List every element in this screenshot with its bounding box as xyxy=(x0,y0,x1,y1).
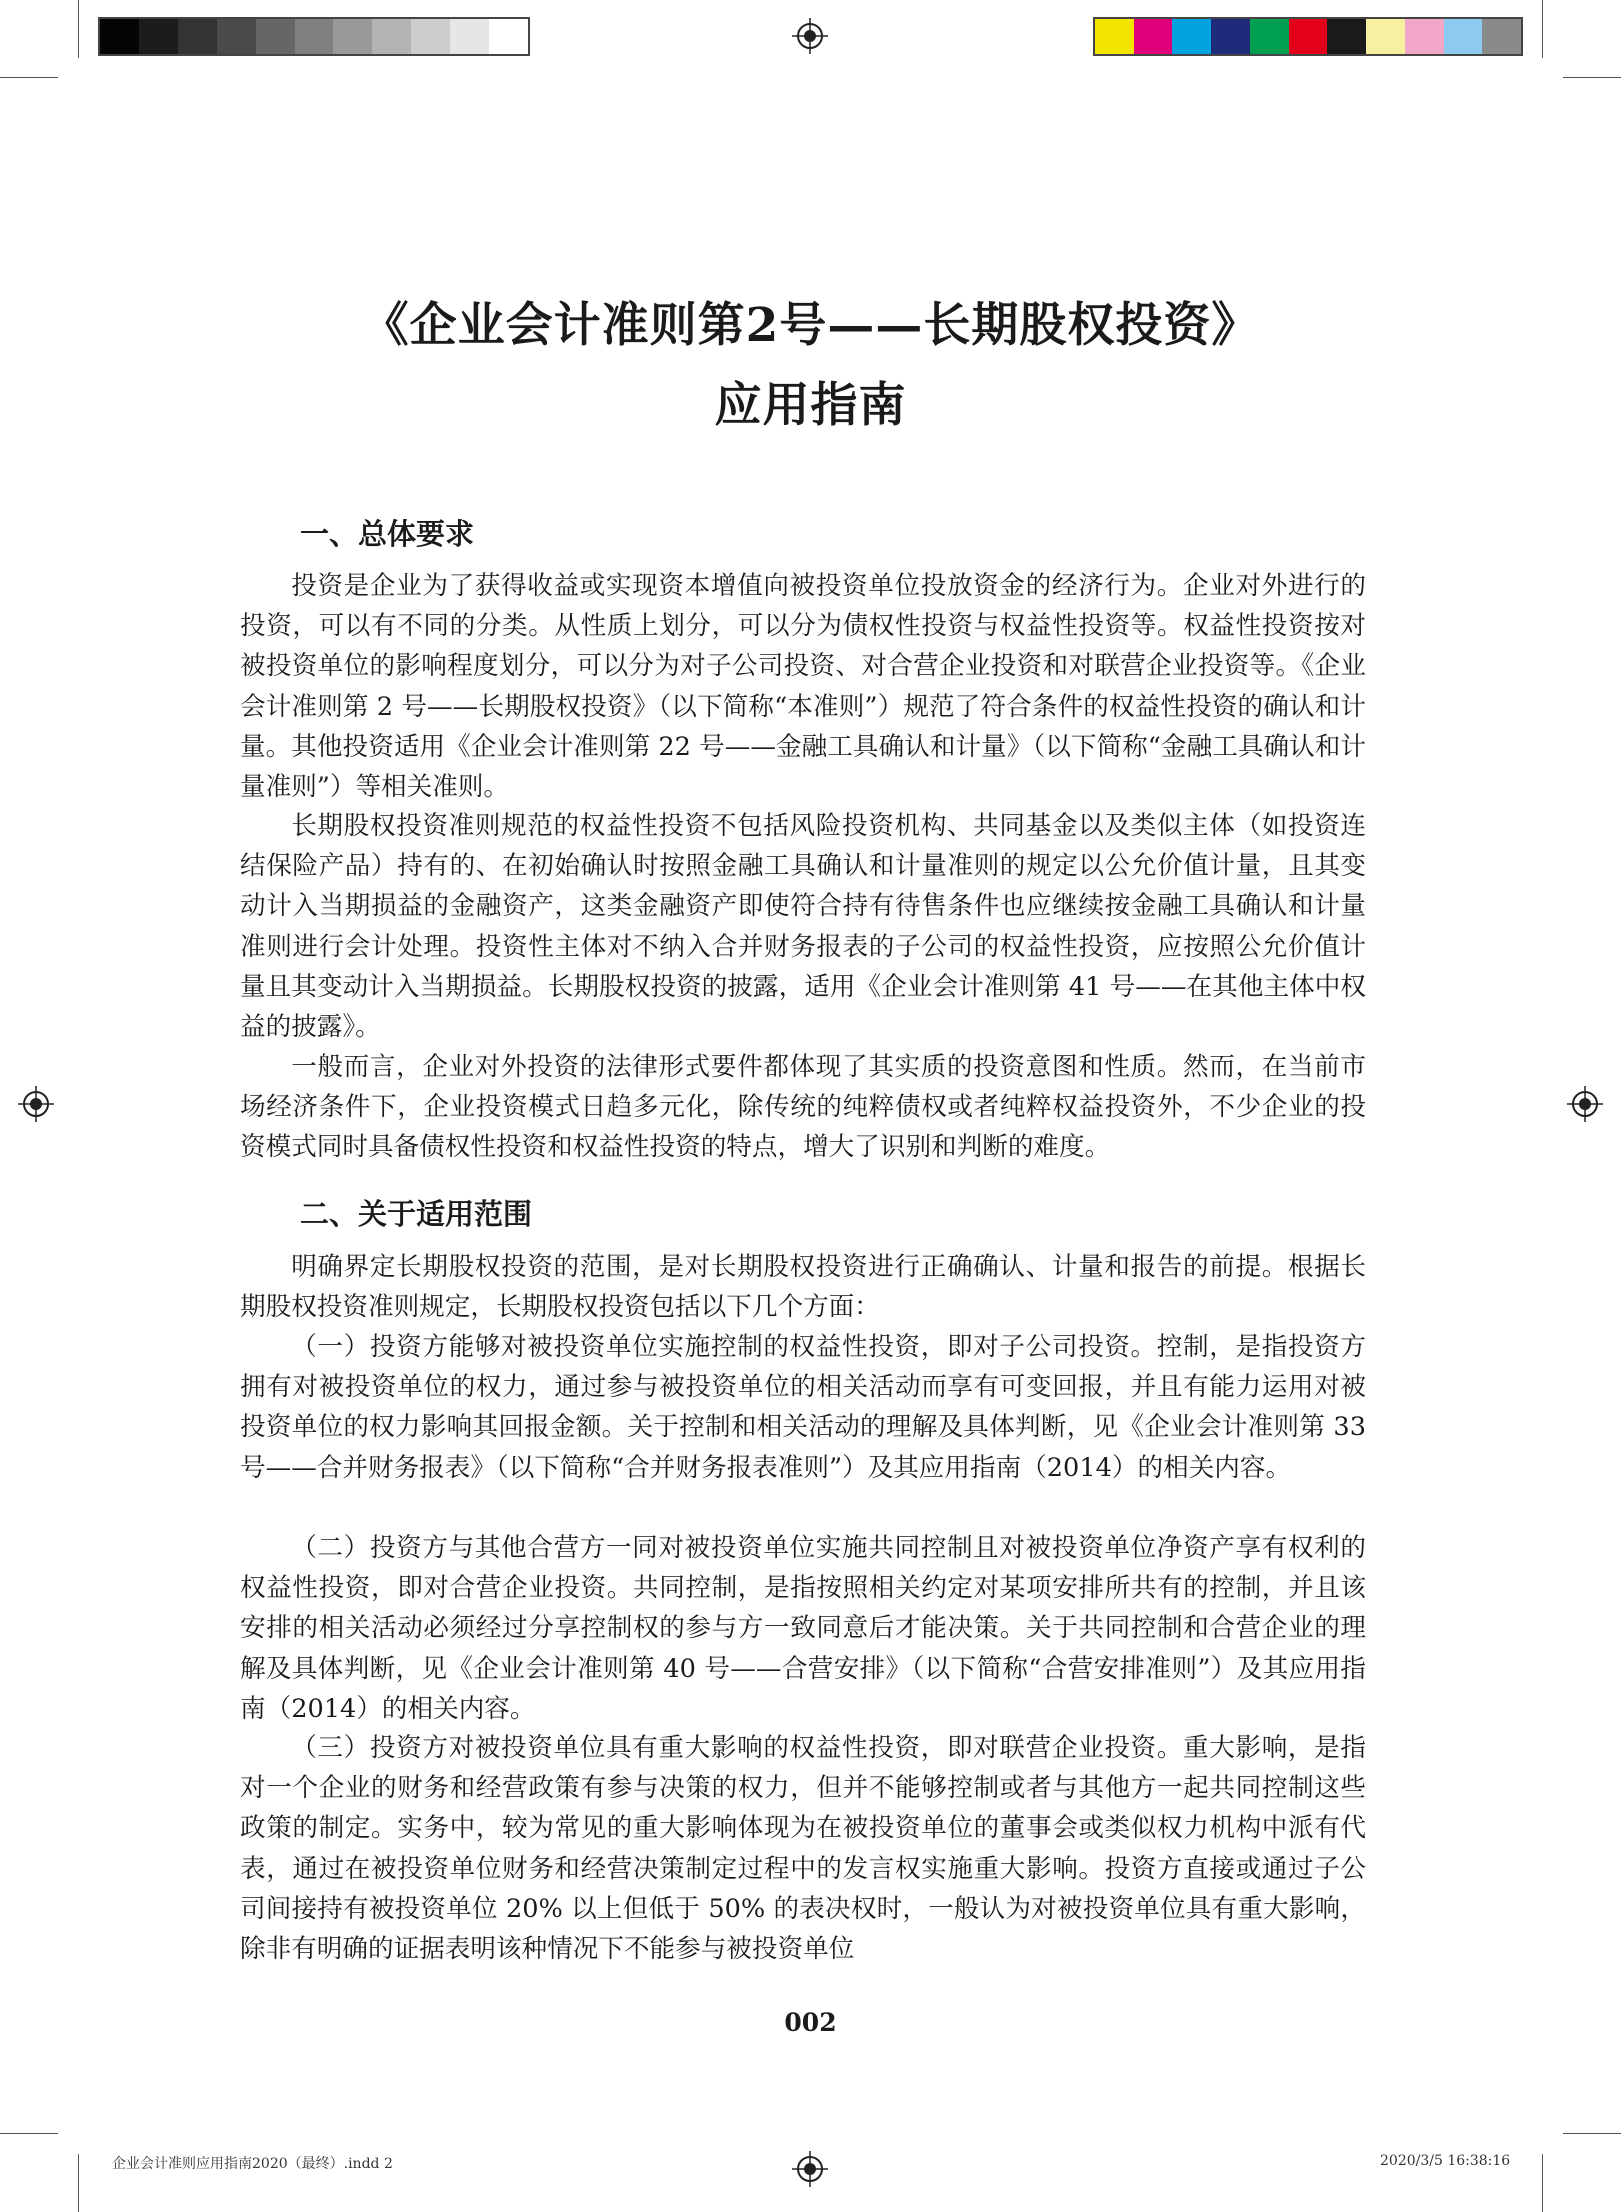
document-title: 《企业会计准则第2号——长期股权投资》 xyxy=(361,298,1260,353)
cmyk-color-bar xyxy=(1093,17,1523,56)
paragraph: 明确界定长期股权投资的范围，是对长期股权投资进行正确确认、计量和报告的前提。根据长期股权投资准则规定，长期股权投资包括以下几个方面： xyxy=(240,1252,1366,1323)
paragraph: （一）投资方能够对被投资单位实施控制的权益性投资，即对子公司投资。控制，是指投资方拥有对被投资单位的权力，通过参与被投资单位的相关活动而享有可变回报，并且有能力运用对被投资单位的权力影响其回报金额。关于控制和相关活动的理解及具体判断，见《企业会计准则第 33 号——合并财务报表》（以下简称“合并财务报表准则”）及其应用指南（2014）的相关内容。 xyxy=(240,1332,1366,1483)
crop-mark xyxy=(78,2154,79,2212)
paragraph: 投资是企业为了获得收益或实现资本增值向被投资单位投放资金的经济行为。企业对外进行的投资，可以有不同的分类。从性质上划分，可以分为债权性投资与权益性投资等。权益性投资按对被投资单位的影响程度划分，可以分为对子公司投资、对合营企业投资和对联营企业投资等。《企业会计准则第 2 号——长期股权投资》（以下简称“本准则”）规范了符合条件的权益性投资的确认和计量。其他投资适用《企业会计准则第 22 号——金融工具确认和计量》（以下简称“金融工具确认和计量准则”）等相关准则。 xyxy=(240,571,1366,803)
paragraph: 一般而言，企业对外投资的法律形式要件都体现了其实质的投资意图和性质。然而，在当前市场经济条件下，企业投资模式日趋多元化，除传统的纯粹债权或者纯粹权益投资外，不少企业的投资模式同时具备债权性投资和权益性投资的特点，增大了识别和判断的难度。 xyxy=(240,1052,1366,1163)
registration-mark-icon xyxy=(792,2151,828,2187)
crop-mark xyxy=(1542,0,1543,58)
color-swatch xyxy=(1211,19,1250,54)
section-heading-general: 一、总体要求 xyxy=(300,517,475,551)
crop-mark xyxy=(1542,2154,1543,2212)
color-swatch xyxy=(1405,19,1444,54)
gray-swatch xyxy=(256,19,295,54)
registration-mark-icon xyxy=(18,1086,54,1122)
gray-swatch xyxy=(489,19,528,54)
gray-swatch xyxy=(100,19,139,54)
color-swatch xyxy=(1366,19,1405,54)
gray-swatch xyxy=(450,19,489,54)
gray-color-bar xyxy=(98,17,530,56)
registration-mark-icon xyxy=(1567,1086,1603,1122)
document-subtitle: 应用指南 xyxy=(714,378,907,433)
color-swatch xyxy=(1172,19,1211,54)
color-swatch xyxy=(1289,19,1328,54)
section-heading-scope: 二、关于适用范围 xyxy=(300,1197,533,1231)
paragraph: （二）投资方与其他合营方一同对被投资单位实施共同控制且对被投资单位净资产享有权利的权益性投资，即对合营企业投资。共同控制，是指按照相关约定对某项安排所共有的控制，并且该安排的相关活动必须经过分享控制权的参与方一致同意后才能决策。关于共同控制和合营企业的理解及具体判断，见《企业会计准则第 40 号——合营安排》（以下简称“合营安排准则”）及其应用指南（2014）的相关内容。 xyxy=(240,1533,1366,1724)
paragraph: 长期股权投资准则规范的权益性投资不包括风险投资机构、共同基金以及类似主体（如投资连结保险产品）持有的、在初始确认时按照金融工具确认和计量准则的规定以公允价值计量，且其变动计入当期损益的金融资产，这类金融资产即使符合持有待售条件也应继续按金融工具确认和计量准则进行会计处理。投资性主体对不纳入合并财务报表的子公司的权益性投资，应按照公允价值计量且其变动计入当期损益。长期股权投资的披露，适用《企业会计准则第 41 号——在其他主体中权益的披露》。 xyxy=(240,811,1366,1043)
gray-swatch xyxy=(333,19,372,54)
color-swatch xyxy=(1095,19,1134,54)
crop-mark xyxy=(78,0,79,58)
paragraph: （三）投资方对被投资单位具有重大影响的权益性投资，即对联营企业投资。重大影响，是指对一个企业的财务和经营政策有参与决策的权力，但并不能够控制或者与其他方一起共同控制这些政策的制定。实务中，较为常见的重大影响体现为在被投资单位的董事会或类似权力机构中派有代表，通过在被投资单位财务和经营决策制定过程中的发言权实施重大影响。投资方直接或通过子公司间接持有被投资单位 20% 以上但低于 50% 的表决权时，一般认为对被投资单位具有重大影响，除非有明确的证据表明该种情况下不能参与被投资单位 xyxy=(240,1733,1366,1965)
color-swatch xyxy=(1444,19,1483,54)
gray-swatch xyxy=(217,19,256,54)
gray-swatch xyxy=(178,19,217,54)
crop-mark xyxy=(0,77,58,78)
page-number: 002 xyxy=(784,2008,837,2037)
crop-mark xyxy=(1563,77,1621,78)
color-swatch xyxy=(1134,19,1173,54)
gray-swatch xyxy=(295,19,334,54)
gray-swatch xyxy=(139,19,178,54)
slug-timestamp: 2020/3/5 16:38:16 xyxy=(1380,2153,1511,2169)
color-swatch xyxy=(1327,19,1366,54)
registration-mark-icon xyxy=(792,18,828,54)
gray-swatch xyxy=(411,19,450,54)
gray-swatch xyxy=(372,19,411,54)
crop-mark xyxy=(0,2133,58,2134)
color-swatch xyxy=(1250,19,1289,54)
slug-filename: 企业会计准则应用指南2020（最终）.indd 2 xyxy=(112,2156,393,2172)
crop-mark xyxy=(1563,2133,1621,2134)
color-swatch xyxy=(1482,19,1521,54)
